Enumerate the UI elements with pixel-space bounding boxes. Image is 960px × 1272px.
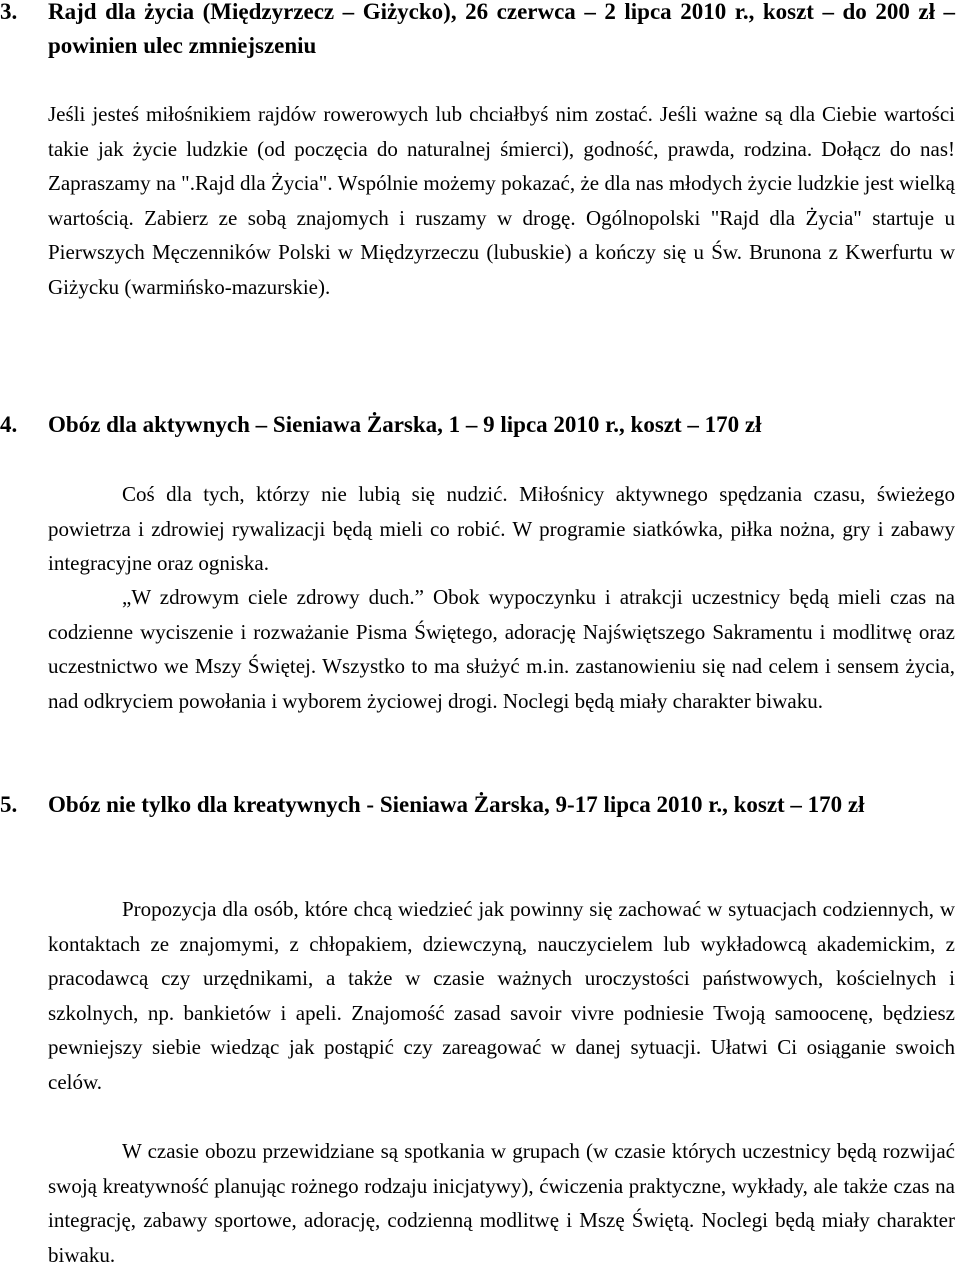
section-4-title: Obóz dla aktywnych – Sieniawa Żarska, 1 – 9 lipca 2010 r., koszt – 170 zł — [48, 412, 762, 437]
section-4-number: 4. — [0, 412, 18, 437]
section-5-paragraph-2: W czasie obozu przewidziane są spotkania w grupach (w czasie których uczestnicy będą rozwijać swoją kreatywność planując rożnego rodzaju inicjatywy), ćwiczenia praktyczne, wykłady, ale także czas na integrację, zabawy sportowe, adorację, codzienną modlitwę i Mszę Świętą. Noclegi będą miały charakter biwaku. — [48, 1139, 955, 1267]
section-4-paragraph-1: Coś dla tych, którzy nie lubią się nudzić. Miłośnicy aktywnego spędzania czasu, świeżego powietrza i zdrowiej rywalizacji będą mieli co robić. W programie siatkówka, piłka nożna, gry i zabawy integracyjne oraz ogniska. — [48, 482, 955, 575]
section-3-title: Rajd dla życia (Międzyrzecz – Giżycko), 26 czerwca – 2 lipca 2010 r., koszt – do 200 zł – powinien ulec zmniejszeniu — [48, 0, 955, 58]
section-3-number: 3. — [0, 0, 18, 24]
section-3-paragraph: Jeśli jesteś miłośnikiem rajdów rowerowych lub chciałbyś nim zostać. Jeśli ważne są dla Ciebie wartości takie jak życie ludzkie (od poczęcia do naturalnej śmierci), godność, prawda, rodzina. Dołącz do nas! Zapraszamy na ".Rajd dla Życia". Wspólnie możemy pokazać, że dla nas młodych życie ludzkie jest wielką wartością. Zabierz ze sobą znajomych i ruszamy w drogę. Ogólnopolski "Rajd dla Życia" startuje u Pierwszych Męczenników Polski w Międzyrzeczu (lubuskie) a kończy się u Św. Brunona z Kwerfurtu w Giżycku (warmińsko-mazurskie). — [48, 102, 955, 299]
section-5-number: 5. — [0, 792, 18, 817]
section-4-paragraph-2: „W zdrowym ciele zdrowy duch.” Obok wypoczynku i atrakcji uczestnicy będą mieli czas na codzienne wyciszenie i rozważanie Pisma Świętego, adorację Najświętszego Sakramentu i modlitwę oraz uczestnictwo we Mszy Świętej. Wszystko to ma służyć m.in. zastanowieniu się nad celem i sensem życia, nad odkryciem powołania i wyborem życiowej drogi. Noclegi będą miały charakter biwaku. — [48, 585, 955, 713]
section-5-title: Obóz nie tylko dla kreatywnych - Sieniawa Żarska, 9-17 lipca 2010 r., koszt – 170 zł — [48, 792, 865, 817]
section-5-paragraph-1: Propozycja dla osób, które chcą wiedzieć jak powinny się zachować w sytuacjach codziennych, w kontaktach ze znajomymi, z chłopakiem, dziewczyną, nauczycielem lub wykładowcą akademickim, z pracodawcą czy urzędnikami, a także w czasie ważnych uroczystości państwowych, kościelnych i szkolnych, np. bankietów i apeli. Znajomość zasad savoir vivre podniesie Twoją samoocenę, będziesz pewniejszy siebie wiedząc jak postąpić czy zareagować w danej sytuacji. Ułatwi Ci osiąganie swoich celów. — [48, 897, 955, 1094]
